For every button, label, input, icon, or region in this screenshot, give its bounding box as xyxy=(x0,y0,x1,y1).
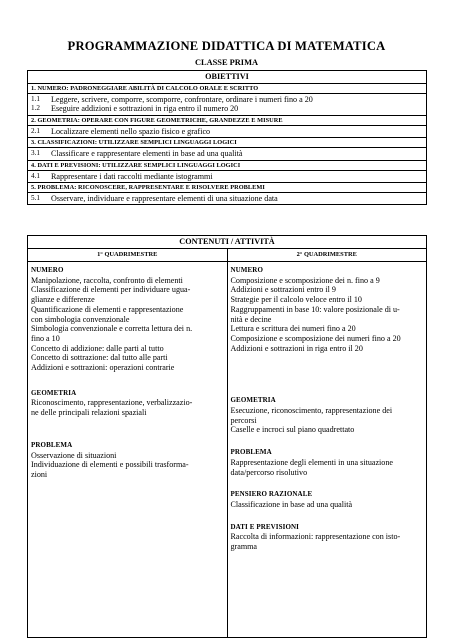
content-block xyxy=(31,441,224,480)
content-block xyxy=(231,490,424,509)
content-block xyxy=(231,266,424,353)
content-line: Esecuzione, riconoscimento, rappresentazione dei xyxy=(230,406,393,416)
content-line: nità e decine xyxy=(230,314,272,324)
contents-table xyxy=(27,235,427,638)
content-line: Caselle e incroci sul piano quadrettato xyxy=(230,425,355,435)
content-block xyxy=(31,266,224,373)
first-term-column xyxy=(28,262,228,638)
content-line: Manipolazione, raccolta, confronto di elementi xyxy=(31,275,183,285)
objective-section-title: 4. DATI E PREVISIONI: UTILIZZARE SEMPLICI LINGUAGGI LOGICI xyxy=(28,160,427,170)
content-line: Classificazione in base ad una qualità xyxy=(230,499,353,509)
content-line: Raccolta di informazioni: rappresentazione con isto- xyxy=(230,532,401,542)
content-block xyxy=(231,523,424,552)
objective-number: 1.2 xyxy=(31,104,40,113)
objectives-header: OBIETTIVI xyxy=(28,71,427,84)
content-line: con simbologia convenzionale xyxy=(31,314,130,324)
content-line: Addizioni e sottrazioni entro il 9 xyxy=(230,285,336,295)
content-line: Individuazione di elementi e possibili trasforma- xyxy=(31,460,189,470)
content-line: data/percorso risolutivo xyxy=(230,467,308,477)
page-title: PROGRAMMAZIONE DIDATTICA DI MATEMATICA xyxy=(67,39,386,53)
content-block-heading: NUMERO xyxy=(230,266,263,274)
content-line: Concetto di addizione: dalle parti al tutto xyxy=(31,343,164,353)
objective-section-title: 3. CLASSIFICAZIONI: UTILIZZARE SEMPLICI LINGUAGGI LOGICI xyxy=(28,138,427,148)
objective-item xyxy=(31,172,426,181)
objective-text: Localizzare elementi nello spazio fisico e grafico xyxy=(51,126,211,136)
content-line: Strategie per il calcolo veloce entro il 10 xyxy=(230,295,362,305)
content-line: Raggruppamenti in base 10: valore posizionale di u- xyxy=(230,304,400,314)
content-block-heading: NUMERO xyxy=(31,266,64,274)
content-line: Simbologia convenzionale e corretta lettura dei n. xyxy=(31,324,193,334)
content-block-heading: PENSIERO RAZIONALE xyxy=(230,490,313,499)
content-block-heading: PROBLEMA xyxy=(230,448,272,457)
objective-number: 1.1 xyxy=(31,95,40,103)
content-line: Rappresentazione degli elementi in una situazione xyxy=(230,457,393,467)
content-line: Classificazione di elementi per individuare ugua- xyxy=(31,285,191,295)
contents-header: CONTENUTI / ATTIVITÀ xyxy=(28,236,427,249)
content-block-heading: DATI E PREVISIONI xyxy=(230,522,299,531)
content-line: Osservazione di situazioni xyxy=(31,450,117,460)
objective-text: Classificare e rappresentare elementi in base ad una qualità xyxy=(51,149,243,159)
content-line: gramma xyxy=(230,542,258,552)
content-line: Riconoscimento, rappresentazione, verbalizzazio- xyxy=(31,398,193,408)
content-line: Quantificazione di elementi e rappresentazione xyxy=(31,304,184,314)
objective-items xyxy=(28,148,427,160)
objective-item xyxy=(31,95,426,104)
objective-items xyxy=(28,94,427,116)
second-term-column xyxy=(227,262,427,638)
objective-items xyxy=(28,193,427,205)
objective-items xyxy=(28,125,427,137)
content-line: Composizione e scomposizione dei n. fino a 9 xyxy=(230,275,380,285)
content-line: Composizione e scomposizione dei numeri fino a 20 xyxy=(230,333,401,343)
objective-item xyxy=(31,127,426,136)
content-line: glianze e differenze xyxy=(31,295,95,305)
content-line: zioni xyxy=(31,469,48,479)
second-term-header: 2° QUADRIMESTRE xyxy=(227,249,427,262)
objective-item xyxy=(31,149,426,158)
content-line: percorsi xyxy=(230,415,257,425)
first-term-header: 1° QUADRIMESTRE xyxy=(28,249,228,262)
content-block-heading: GEOMETRIA xyxy=(31,388,77,397)
objective-item xyxy=(31,104,426,113)
content-block xyxy=(231,448,424,477)
objective-text: Eseguire addizioni e sottrazioni in riga entro il numero 20 xyxy=(51,104,239,114)
content-line: fino a 10 xyxy=(31,333,60,343)
objective-text: Osservare, individuare e rappresentare elementi di una situazione data xyxy=(51,194,278,204)
objective-text: Rappresentare i dati raccolti mediante istogrammi xyxy=(51,171,213,181)
objectives-table xyxy=(27,70,427,205)
objective-items xyxy=(28,170,427,182)
objective-section-title: 5. PROBLEMA: RICONOSCERE, RAPPRESENTARE E RISOLVERE PROBLEMI xyxy=(28,183,427,193)
content-line: Addizioni e sottrazioni in riga entro il 20 xyxy=(230,343,363,353)
objective-number: 2.1 xyxy=(31,126,40,135)
objective-text: Leggere, scrivere, comporre, scomporre, confrontare, ordinare i numeri fino a 20 xyxy=(51,95,313,104)
objective-number: 4.1 xyxy=(31,171,40,180)
objective-number: 3.1 xyxy=(31,149,40,158)
content-line: Lettura e scrittura dei numeri fino a 20 xyxy=(230,324,356,334)
content-line: ne delle principali relazioni spaziali xyxy=(31,408,147,418)
content-line: Addizioni e sottrazioni: operazioni contrarie xyxy=(31,363,175,373)
objective-section-title: 2. GEOMETRIA: OPERARE CON FIGURE GEOMETRICHE, GRANDEZZE E MISURE xyxy=(28,115,427,125)
objective-section-title: 1. NUMERO: PADRONEGGIARE ABILITÀ DI CALCOLO ORALE E SCRITTO xyxy=(28,84,427,94)
content-block xyxy=(231,396,424,435)
page-subtitle: CLASSE PRIMA xyxy=(194,58,259,67)
objective-item xyxy=(31,194,426,203)
content-block-heading: GEOMETRIA xyxy=(230,396,276,405)
content-block-heading: PROBLEMA xyxy=(31,440,73,449)
objective-number: 5.1 xyxy=(31,194,40,203)
content-line: Concetto di sottrazione: dal tutto alle parti xyxy=(31,353,168,363)
content-block xyxy=(31,389,224,418)
